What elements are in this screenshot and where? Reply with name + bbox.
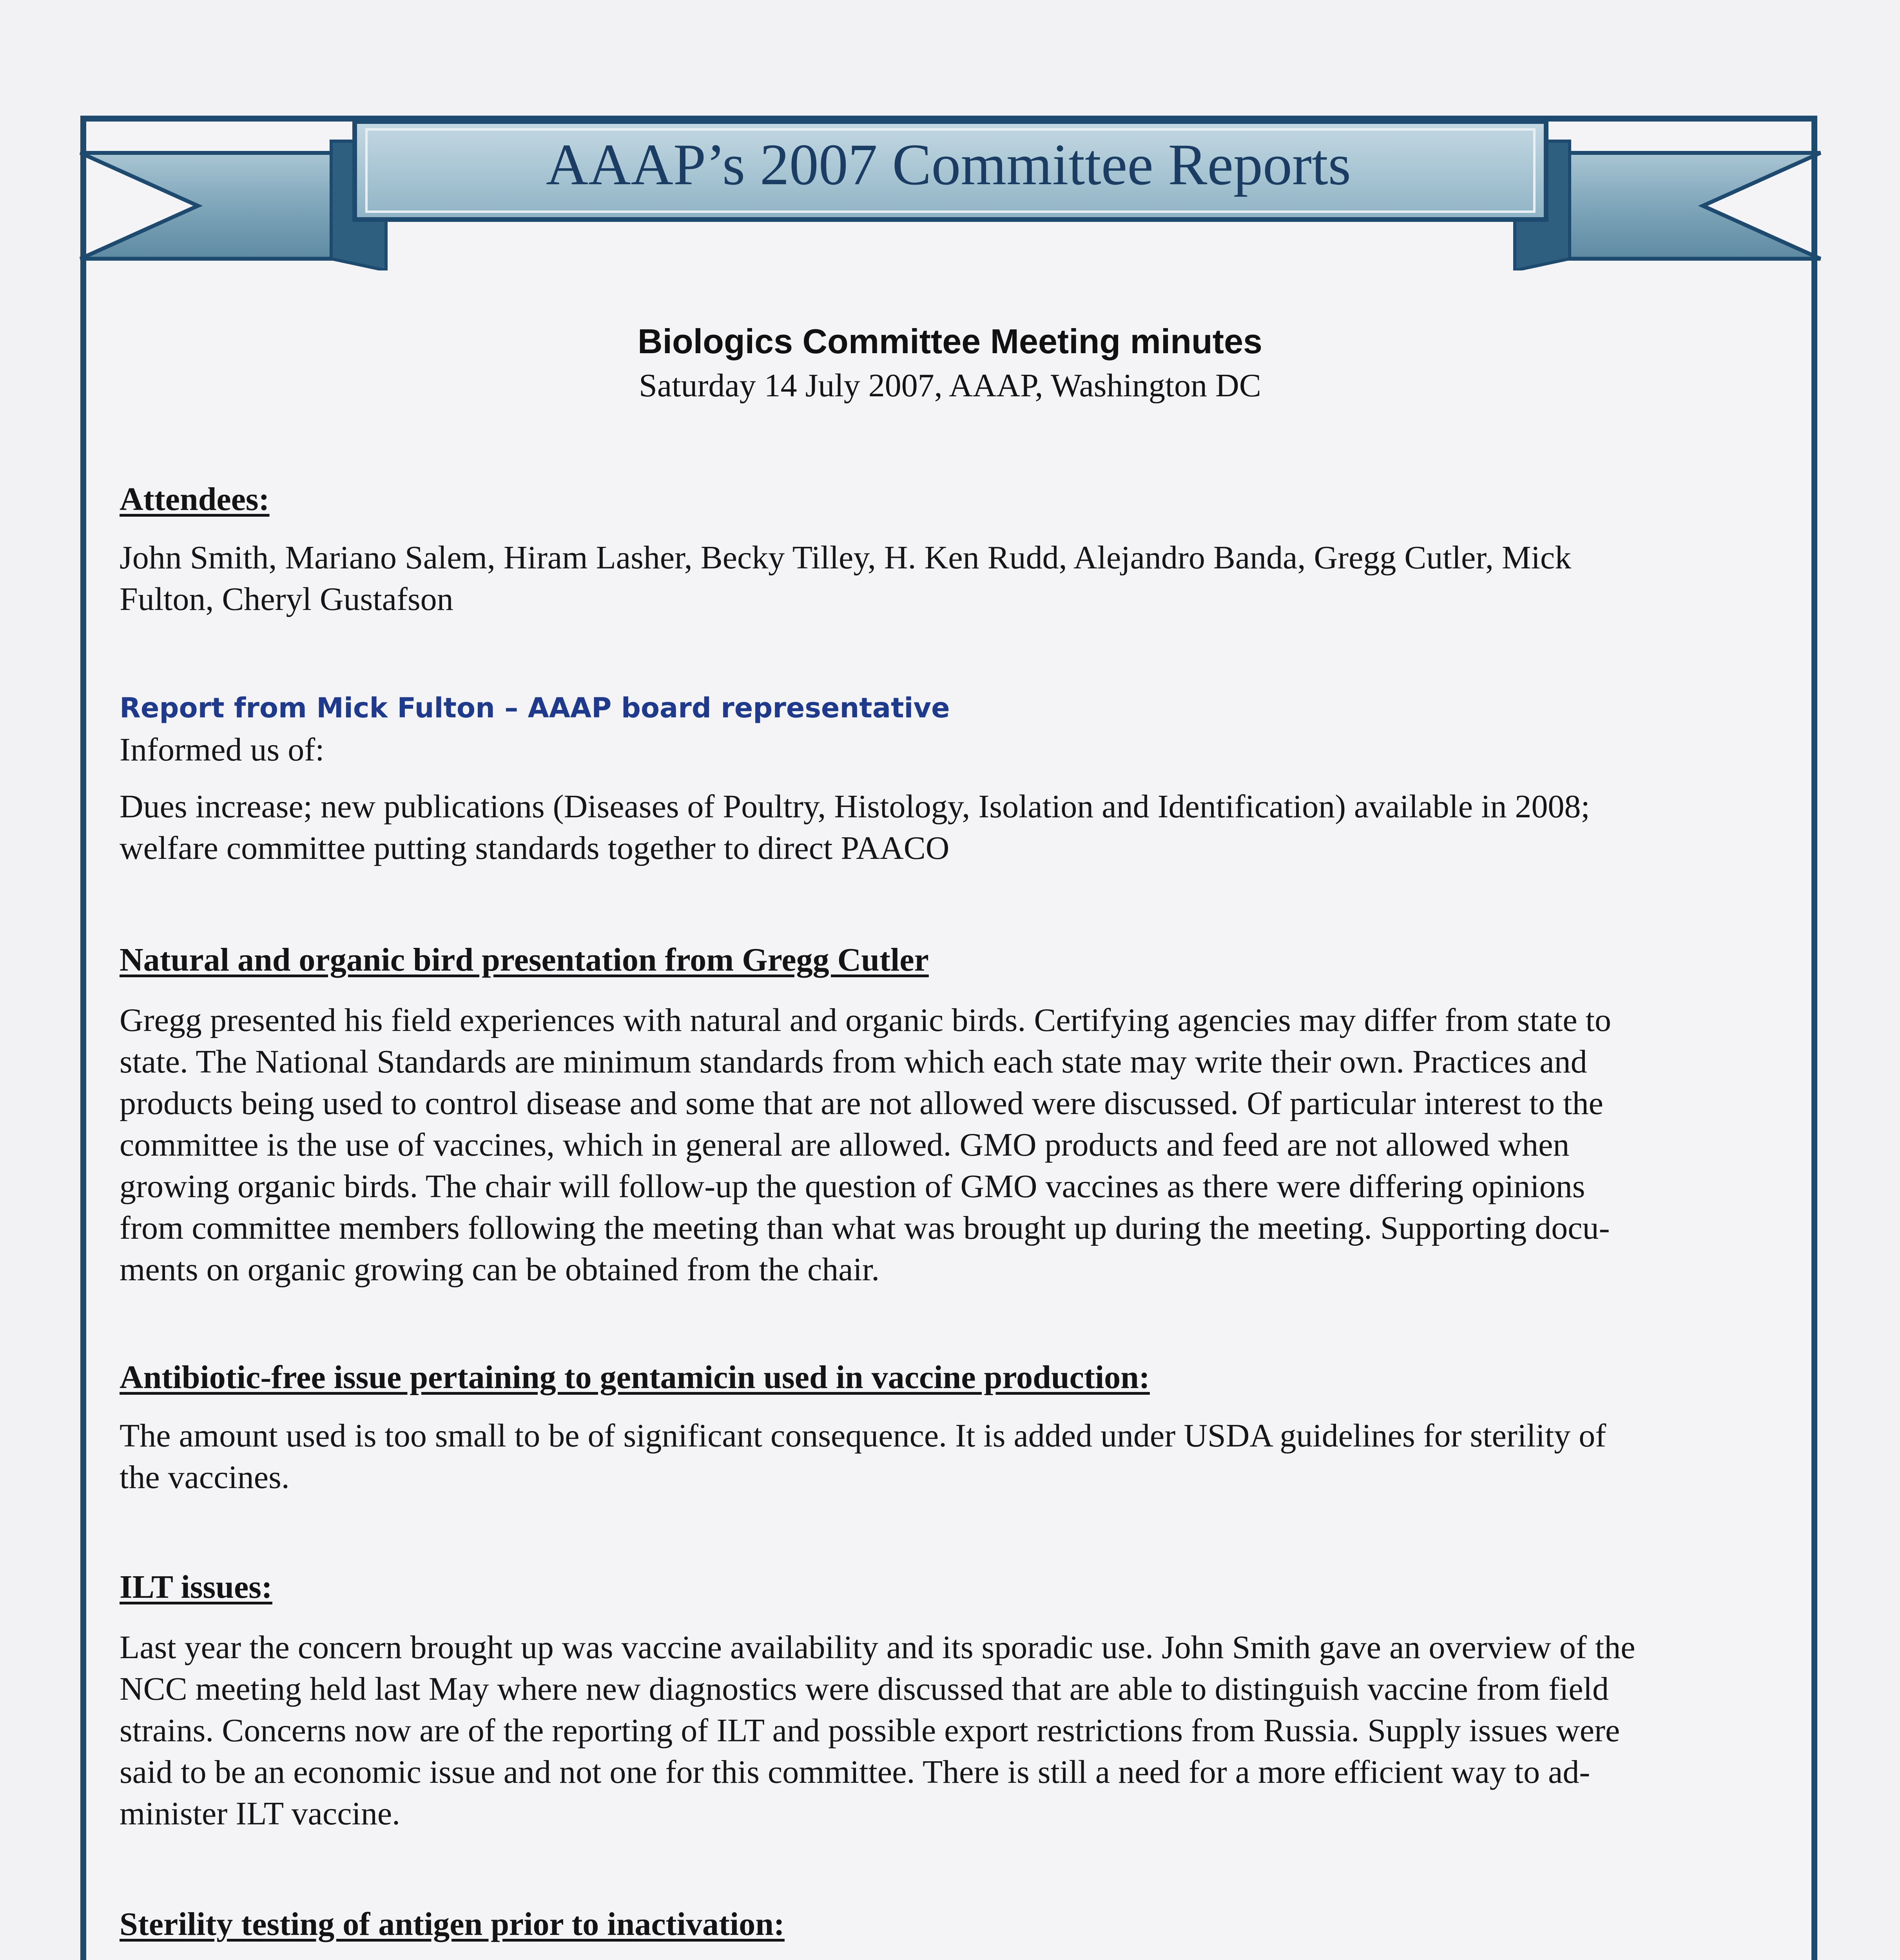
sterility-heading: Sterility testing of antigen prior to inactivation: bbox=[120, 1906, 785, 1942]
ilt-heading: ILT issues: bbox=[120, 1569, 272, 1605]
report-line: welfare committee putting standards together to direct PAACO bbox=[120, 830, 950, 866]
antibiotic-body bbox=[120, 1415, 1766, 1498]
document-subtitle: Saturday 14 July 2007, AAAP, Washington DC bbox=[639, 367, 1261, 404]
organic-line: state. The National Standards are minimum standards from which each state may write their own. Practices and bbox=[120, 1044, 1587, 1080]
document-title: Biologics Committee Meeting minutes bbox=[638, 322, 1262, 361]
ilt-line: NCC meeting held last May where new diagnostics were discussed that are able to distinguish vaccine from field bbox=[120, 1671, 1609, 1707]
report-line: Dues increase; new publications (Diseases of Poultry, Histology, Isolation and Identification) available in 2008; bbox=[120, 788, 1590, 825]
ilt-line: strains. Concerns now are of the reporting of ILT and possible export restrictions from Russia. Supply issues were bbox=[120, 1712, 1620, 1749]
banner-title: AAAP’s 2007 Committee Reports bbox=[546, 132, 1351, 197]
attendees-heading: Attendees: bbox=[120, 481, 270, 517]
organic-line: growing organic birds. The chair will follow-up the question of GMO vaccines as there were differing opinions bbox=[120, 1168, 1585, 1205]
ribbon-left-tail bbox=[80, 153, 370, 259]
organic-line: ments on organic growing can be obtained from the chair. bbox=[120, 1251, 880, 1288]
organic-line: products being used to control disease and some that are not allowed were discussed. Of particular interest to the bbox=[120, 1085, 1603, 1122]
report-heading: Report from Mick Fulton – AAAP board representative bbox=[120, 692, 950, 724]
attendees-list bbox=[120, 537, 1766, 620]
attendees-line: Fulton, Cheryl Gustafson bbox=[120, 581, 453, 617]
ilt-line: said to be an economic issue and not one for this committee. There is still a need for a more efficient way to ad- bbox=[120, 1754, 1590, 1790]
organic-heading: Natural and organic bird presentation from Gregg Cutler bbox=[120, 942, 929, 978]
organic-line: committee is the use of vaccines, which in general are allowed. GMO products and feed are not allowed when bbox=[120, 1127, 1570, 1163]
ribbon-right-tail bbox=[1530, 153, 1820, 259]
report-intro: Informed us of: bbox=[120, 731, 325, 768]
antibiotic-line: the vaccines. bbox=[120, 1459, 290, 1495]
ilt-body bbox=[120, 1627, 1766, 1835]
organic-line: from committee members following the meeting than what was brought up during the meeting. Supporting docu- bbox=[120, 1210, 1610, 1246]
organic-line: Gregg presented his field experiences with natural and organic birds. Certifying agencies may differ from state to bbox=[120, 1002, 1611, 1038]
antibiotic-line: The amount used is too small to be of significant consequence. It is added under USDA guidelines for sterility of bbox=[120, 1417, 1606, 1454]
antibiotic-heading: Antibiotic-free issue pertaining to gentamicin used in vaccine production: bbox=[120, 1359, 1150, 1396]
report-body bbox=[120, 786, 1766, 869]
ilt-line: minister ILT vaccine. bbox=[120, 1795, 401, 1832]
ilt-line: Last year the concern brought up was vaccine availability and its sporadic use. John Smith gave an overview of the bbox=[120, 1629, 1635, 1666]
organic-body bbox=[120, 1000, 1766, 1290]
attendees-line: John Smith, Mariano Salem, Hiram Lasher, Becky Tilley, H. Ken Rudd, Alejandro Banda, Gregg Cutler, Mick bbox=[120, 539, 1572, 576]
